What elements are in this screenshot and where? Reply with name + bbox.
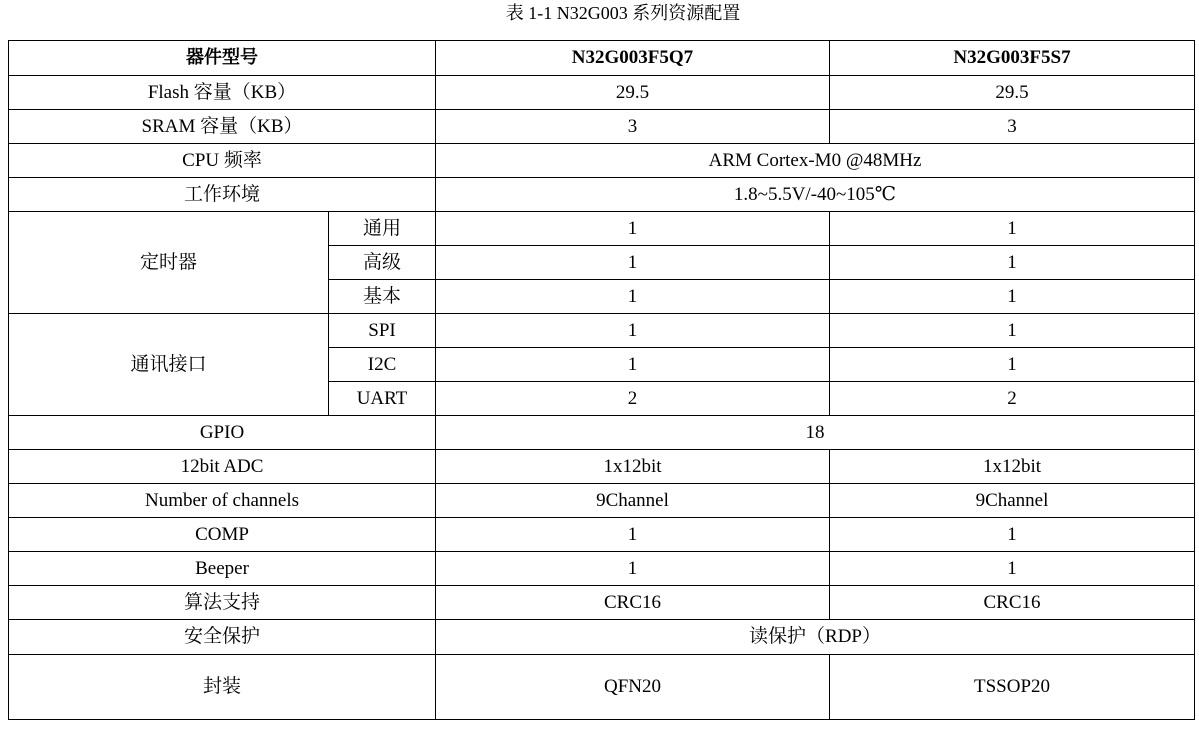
- table-row-flash: [9, 76, 1195, 110]
- row-label: 封装: [9, 655, 436, 720]
- cell-model-a: 9Channel: [436, 484, 830, 518]
- cell-model-a: 1: [436, 246, 830, 280]
- cell-shared: 读保护（RDP）: [436, 620, 1195, 655]
- cell-model-a: 1x12bit: [436, 450, 830, 484]
- table-row-security: [9, 620, 1195, 655]
- row-label: GPIO: [9, 416, 436, 450]
- row-label: Beeper: [9, 552, 436, 586]
- cell-model-a: CRC16: [436, 586, 830, 620]
- cell-model-b: 1: [830, 280, 1195, 314]
- cell-shared: 18: [436, 416, 1195, 450]
- table-row-algorithm: [9, 586, 1195, 620]
- cell-shared: ARM Cortex-M0 @48MHz: [436, 144, 1195, 178]
- cell-model-b: 1: [830, 348, 1195, 382]
- group-label-comm: 通讯接口: [9, 314, 329, 416]
- row-label: 算法支持: [9, 586, 436, 620]
- cell-model-b: 1x12bit: [830, 450, 1195, 484]
- table-row-gpio: [9, 416, 1195, 450]
- sub-label: 通用: [329, 212, 436, 246]
- group-label-timer: 定时器: [9, 212, 329, 314]
- sub-label: 基本: [329, 280, 436, 314]
- cell-model-b: 1: [830, 314, 1195, 348]
- sub-label: UART: [329, 382, 436, 416]
- cell-model-a: 1: [436, 314, 830, 348]
- cell-model-b: 1: [830, 518, 1195, 552]
- sub-label: I2C: [329, 348, 436, 382]
- cell-model-b: 29.5: [830, 76, 1195, 110]
- cell-model-a: QFN20: [436, 655, 830, 720]
- cell-model-a: 1: [436, 552, 830, 586]
- table-row-comm-spi: [9, 314, 1195, 348]
- table-row-env: [9, 178, 1195, 212]
- cell-model-b: CRC16: [830, 586, 1195, 620]
- header-model-a: N32G003F5Q7: [436, 41, 830, 76]
- table-row-beeper: [9, 552, 1195, 586]
- cell-model-a: 1: [436, 518, 830, 552]
- cell-model-b: TSSOP20: [830, 655, 1195, 720]
- table-header-row: [9, 41, 1195, 76]
- row-label: Flash 容量（KB）: [9, 76, 436, 110]
- cell-model-a: 29.5: [436, 76, 830, 110]
- table-row-cpu: [9, 144, 1195, 178]
- sub-label: 高级: [329, 246, 436, 280]
- cell-model-b: 1: [830, 552, 1195, 586]
- table-row-channels: [9, 484, 1195, 518]
- cell-model-a: 1: [436, 348, 830, 382]
- cell-model-a: 1: [436, 212, 830, 246]
- table-caption: 表 1-1 N32G003 系列资源配置: [505, 3, 741, 23]
- table-row-package: [9, 655, 1195, 720]
- table-row-sram: [9, 110, 1195, 144]
- cell-model-a: 3: [436, 110, 830, 144]
- row-label: SRAM 容量（KB）: [9, 110, 436, 144]
- header-model-b: N32G003F5S7: [830, 41, 1195, 76]
- row-label: 工作环境: [9, 178, 436, 212]
- row-label: COMP: [9, 518, 436, 552]
- row-label: 安全保护: [9, 620, 436, 655]
- row-label: Number of channels: [9, 484, 436, 518]
- cell-model-b: 3: [830, 110, 1195, 144]
- row-label: 12bit ADC: [9, 450, 436, 484]
- header-device-model: 器件型号: [9, 41, 436, 76]
- cell-model-a: 1: [436, 280, 830, 314]
- table-row-comp: [9, 518, 1195, 552]
- sub-label: SPI: [329, 314, 436, 348]
- cell-model-b: 1: [830, 246, 1195, 280]
- table-row-timer-general: [9, 212, 1195, 246]
- cell-model-b: 1: [830, 212, 1195, 246]
- resource-table: [8, 40, 1195, 720]
- table-row-adc: [9, 450, 1195, 484]
- cell-model-b: 9Channel: [830, 484, 1195, 518]
- cell-model-a: 2: [436, 382, 830, 416]
- row-label: CPU 频率: [9, 144, 436, 178]
- cell-model-b: 2: [830, 382, 1195, 416]
- cell-shared: 1.8~5.5V/-40~105℃: [436, 178, 1195, 212]
